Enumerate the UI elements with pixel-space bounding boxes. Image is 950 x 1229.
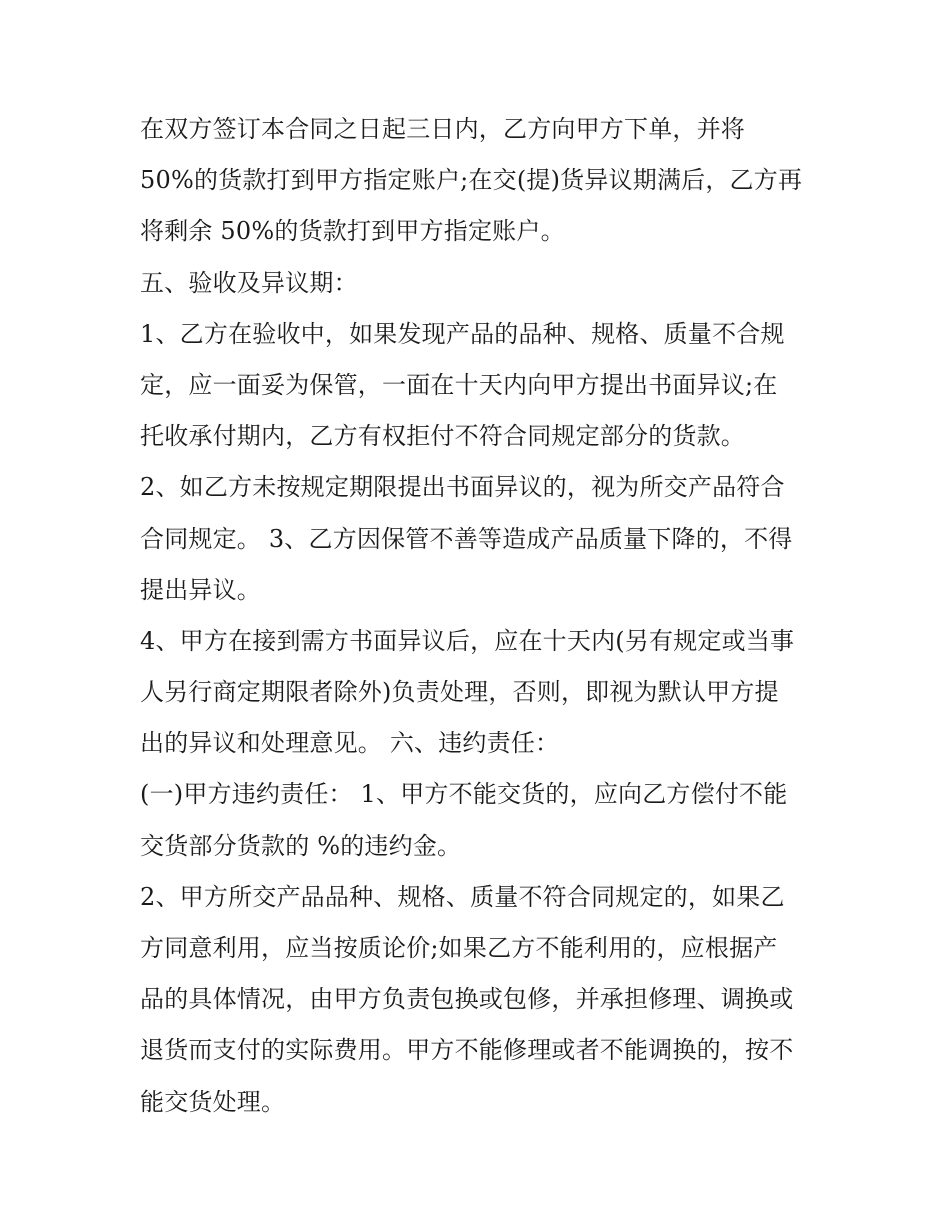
text-line-9: 合同规定。 3、乙方因保管不善等造成产品质量下降的，不得 — [140, 524, 793, 553]
text-line-11: 4、甲方在接到需方书面异议后，应在十天内(另有规定或当事 — [140, 626, 795, 655]
text-line-6: 定，应一面妥为保管，一面在十天内向甲方提出书面异议;在 — [140, 370, 778, 399]
text-line-1: 在双方签订本合同之日起三日内，乙方向甲方下单，并将 — [140, 115, 745, 143]
text-line-7: 托收承付期内，乙方有权拒付不符合同规定部分的货款。 — [140, 422, 745, 451]
text-line-13: 出的异议和处理意见。 六、违约责任： — [140, 729, 560, 758]
text-line-18: 品的具体情况，由甲方负责包换或包修，并承担修理、调换或 — [140, 985, 794, 1014]
text-line-19: 退货而支付的实际费用。甲方不能修理或者不能调换的，按不 — [140, 1036, 794, 1065]
text-line-20: 能交货处理。 — [140, 1087, 286, 1116]
section-heading-acceptance: 五、验收及异议期： — [140, 268, 358, 297]
text-line-10: 提出异议。 — [140, 575, 261, 604]
text-line-17: 方同意利用，应当按质论价;如果乙方不能利用的，应根据产 — [140, 934, 778, 962]
text-line-12: 人另行商定期限者除外)负责处理，否则，即视为默认甲方提 — [140, 678, 779, 707]
text-line-14: (一)甲方违约责任： 1、甲方不能交货的，应向乙方偿付不能 — [140, 780, 788, 809]
text-line-15: 交货部分货款的 %的违约金。 — [140, 831, 462, 860]
text-line-2: 50%的货款打到甲方指定账户;在交(提)货异议期满后，乙方再 — [140, 166, 803, 195]
text-line-5: 1、乙方在验收中，如果发现产品的品种、规格、质量不合规 — [140, 319, 785, 348]
text-line-3: 将剩余 50%的货款打到甲方指定账户。 — [140, 217, 565, 246]
document-body — [140, 104, 820, 1128]
text-line-16: 2、甲方所交产品品种、规格、质量不符合同规定的，如果乙 — [140, 882, 785, 911]
text-line-8: 2、如乙方未按规定期限提出书面异议的，视为所交产品符合 — [140, 473, 785, 502]
